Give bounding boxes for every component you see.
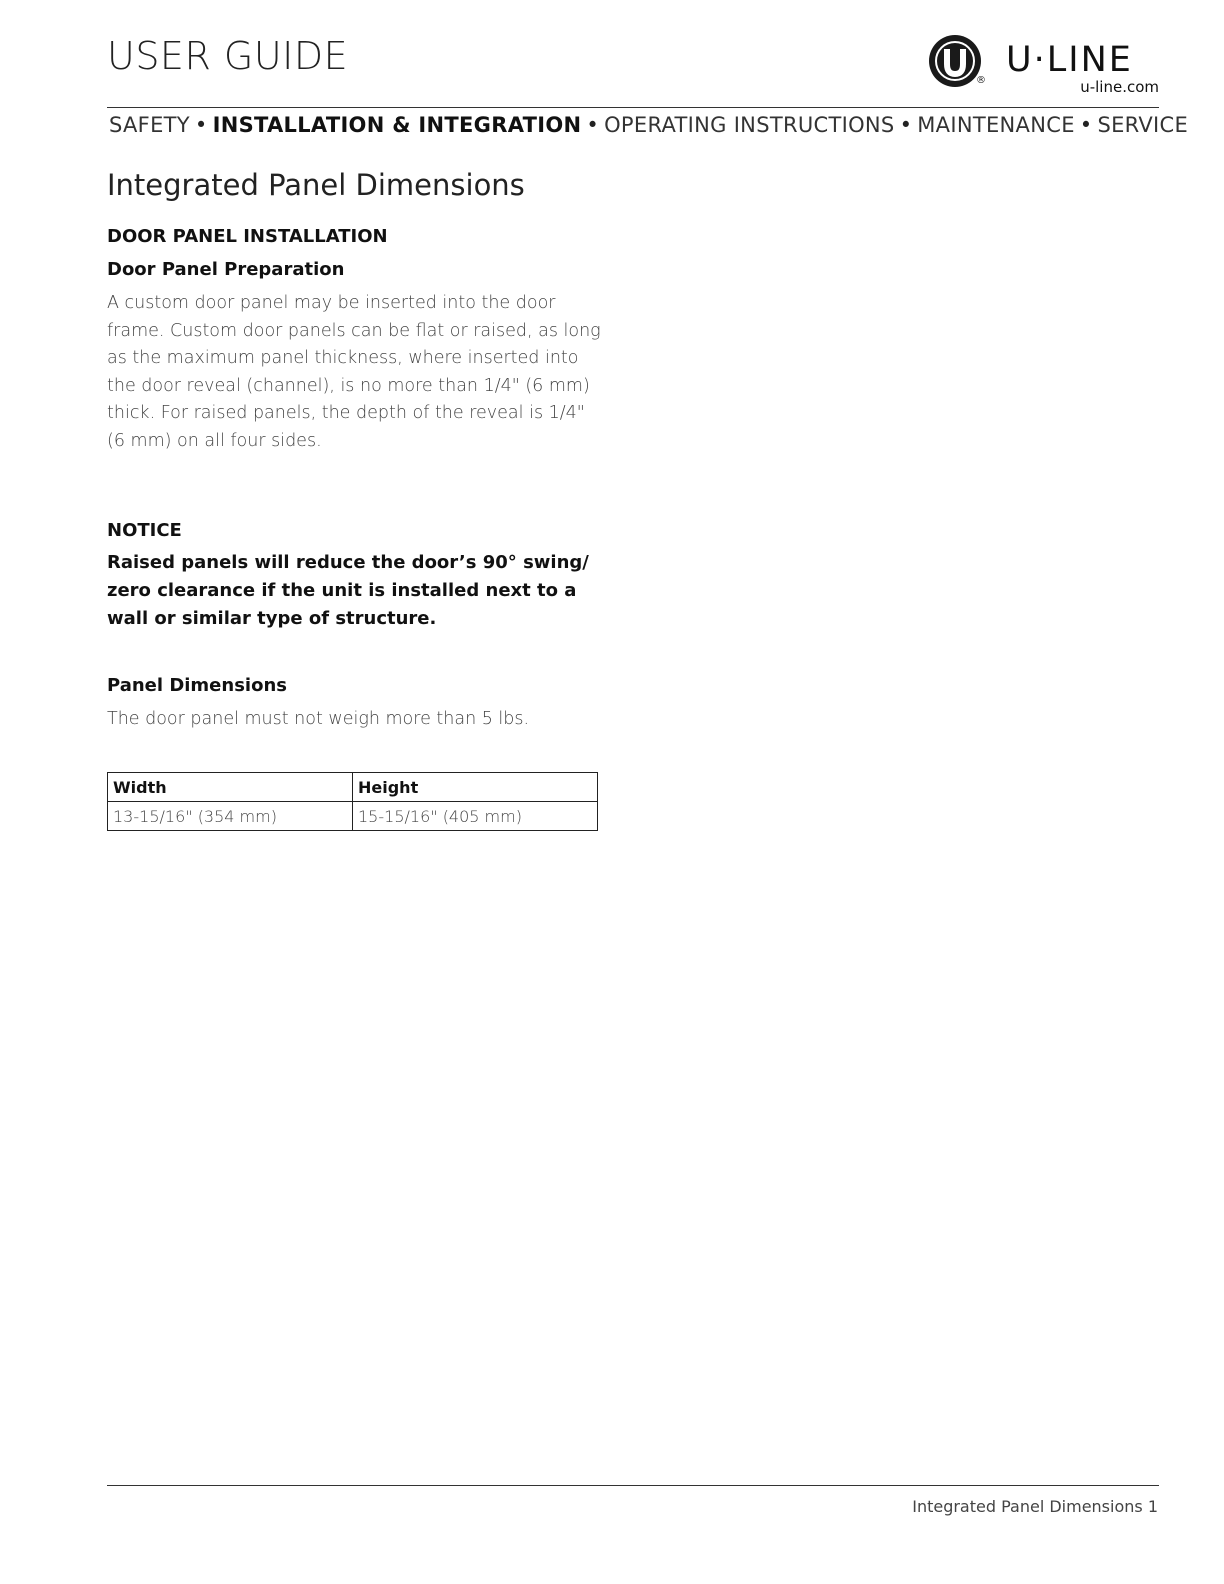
brand-wordmark: U·LINE <box>1006 40 1133 80</box>
width-header: Width <box>108 773 353 802</box>
height-value: 15-15/16" (405 mm) <box>353 802 598 831</box>
header-divider <box>107 107 1159 108</box>
preparation-paragraph: A custom door panel may be inserted into the door frame. Custom door panels can be flat or raised, as long as the maximum panel thickness, where inserted into the door reveal (channel), is no more than 1/4" (6 mm) thick. For raised panels, the depth of the reveal is 1/4" (6 mm) on all four sides. <box>107 293 601 451</box>
section-title: Integrated Panel Dimensions <box>107 168 525 202</box>
notice-text: Raised panels will reduce the door’s 90° swing/ zero clearance if the unit is installed next to a wall or similar type of structure. <box>107 552 589 629</box>
registered-mark: ® <box>976 75 986 86</box>
height-header: Height <box>353 773 598 802</box>
table-header-row <box>108 773 598 802</box>
nav-separator: • <box>586 113 600 137</box>
nav-item-safety: SAFETY <box>109 113 190 137</box>
nav-item-operating: OPERATING INSTRUCTIONS <box>604 113 895 137</box>
nav-separator: • <box>899 113 913 137</box>
document-title: USER GUIDE <box>107 34 349 78</box>
notice-label: NOTICE <box>107 520 182 541</box>
nav-item-maintenance: MAINTENANCE <box>917 113 1075 137</box>
footer-divider <box>107 1485 1159 1486</box>
section-nav <box>109 113 1188 137</box>
page-footer: Integrated Panel Dimensions 1 <box>912 1497 1158 1516</box>
width-value: 13-15/16" (354 mm) <box>108 802 353 831</box>
door-panel-installation-heading: DOOR PANEL INSTALLATION <box>107 226 388 247</box>
panel-dimensions-table <box>107 772 598 831</box>
nav-separator: • <box>1079 113 1093 137</box>
nav-item-installation: INSTALLATION & INTEGRATION <box>212 113 582 137</box>
nav-item-service: SERVICE <box>1097 113 1189 137</box>
brand-url: u-line.com <box>1080 78 1159 96</box>
door-panel-preparation-heading: Door Panel Preparation <box>107 259 345 280</box>
table-row <box>108 802 598 831</box>
brand-logo <box>928 34 1163 96</box>
weight-limit-text: The door panel must not weigh more than 5 lbs. <box>107 709 530 729</box>
panel-dimensions-heading: Panel Dimensions <box>107 675 287 696</box>
nav-separator: • <box>194 113 208 137</box>
